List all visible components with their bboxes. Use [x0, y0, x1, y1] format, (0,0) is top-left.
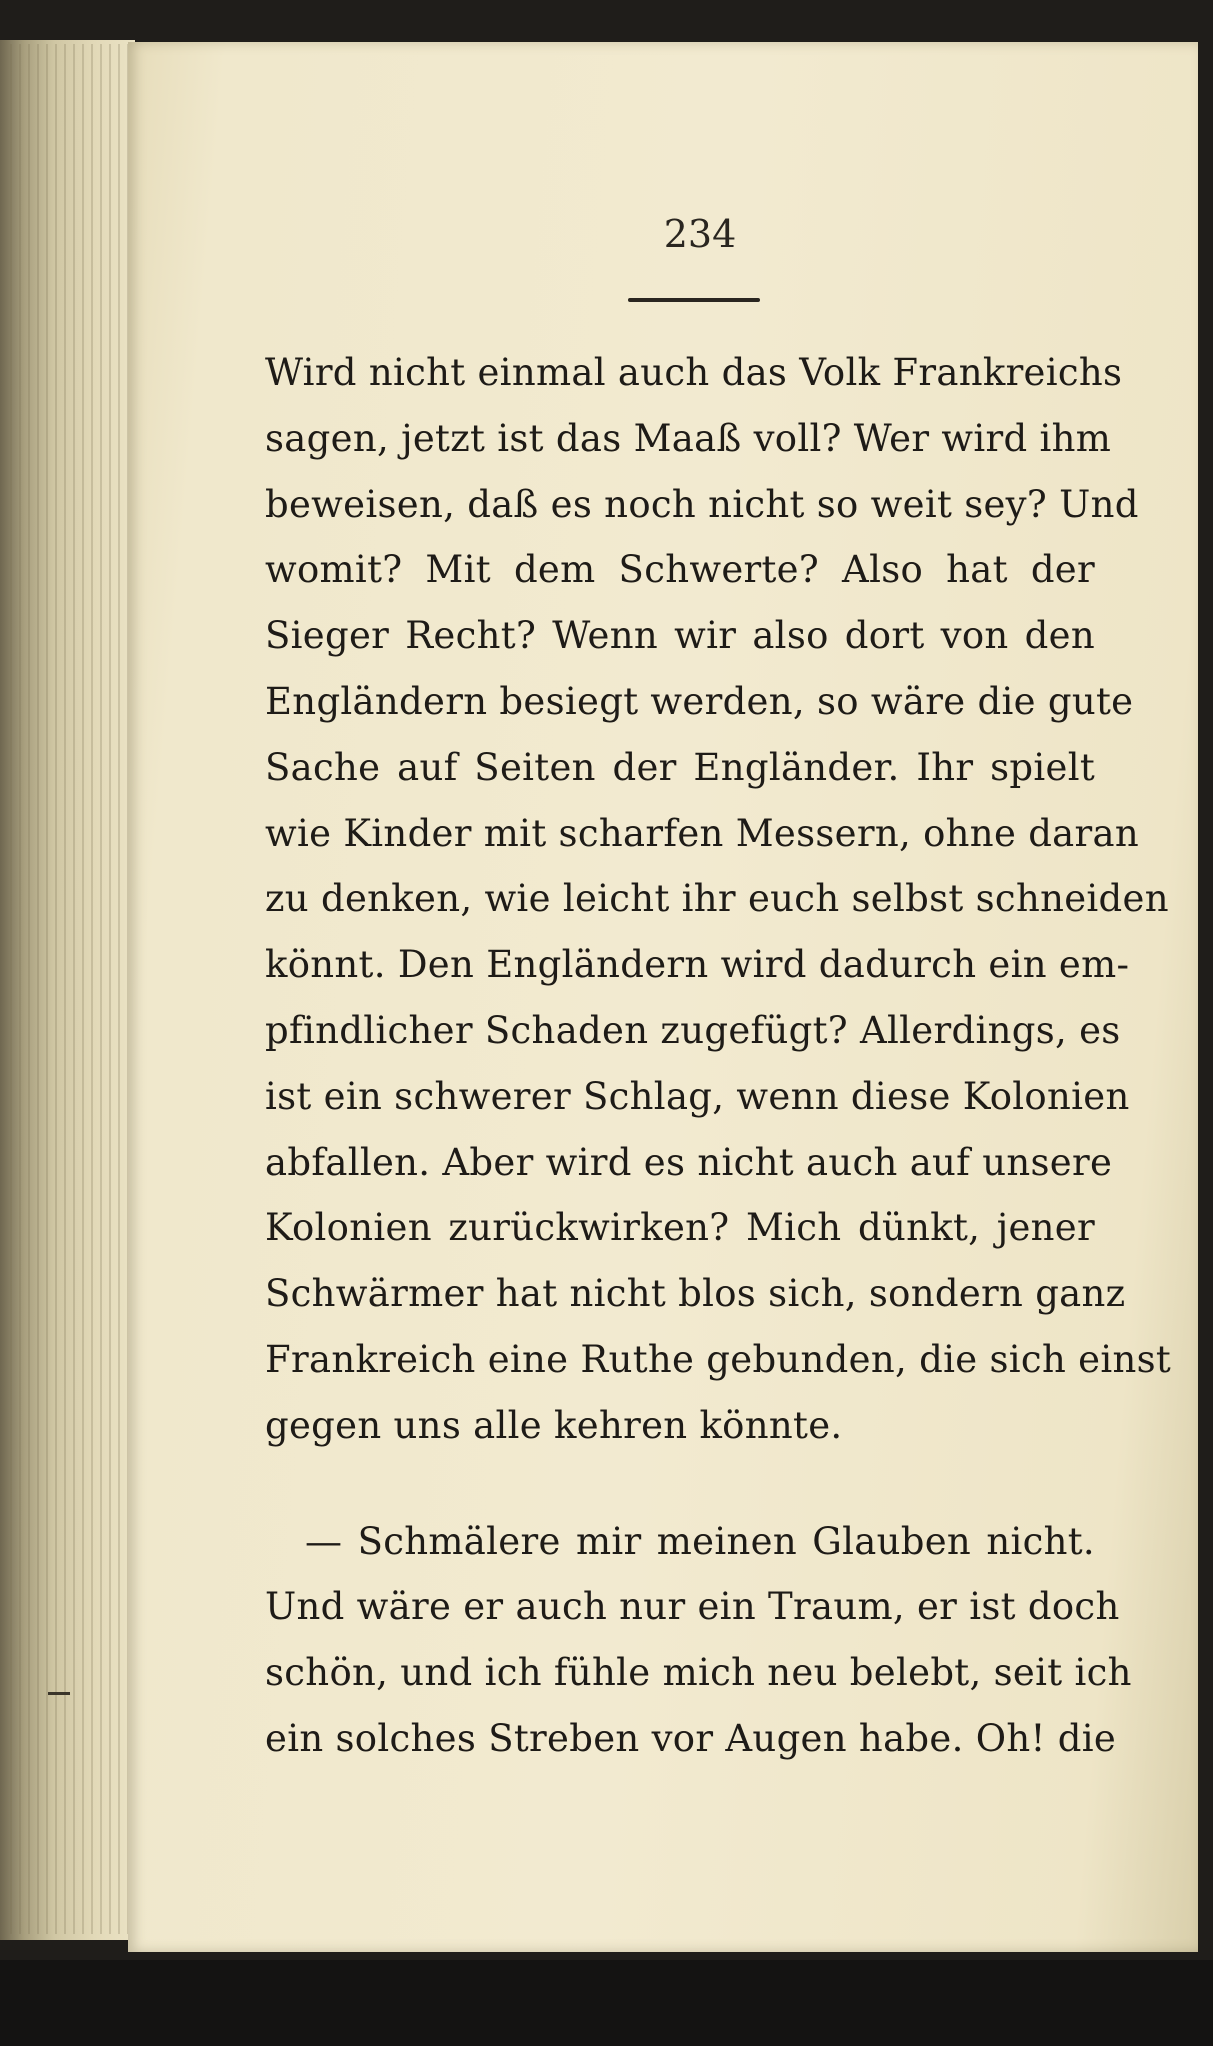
text-line: schön, und ich fühle mich neu belebt, seit ich: [265, 1651, 1132, 1695]
text-line: könnt. Den Engländern wird dadurch ein em-: [265, 943, 1130, 987]
text-line: beweisen, daß es noch nicht so weit sey? Und: [265, 482, 1139, 526]
text-line: Schwärmer hat nicht blos sich, sondern ganz: [265, 1272, 1126, 1316]
header-rule: [628, 298, 760, 302]
text-line: Engländern besiegt werden, so wäre die gute: [265, 679, 1134, 723]
paragraph-1: [265, 340, 1172, 1459]
text-line: sagen, jetzt ist das Maaß voll? Wer wird ihm: [265, 416, 1112, 460]
text-line: Kolonien zurückwirken? Mich dünkt, jener: [265, 1206, 1095, 1250]
body-text: [265, 340, 1172, 1772]
page-stack-lines: [10, 44, 135, 1934]
text-line: Und wäre er auch nur ein Traum, er ist doch: [265, 1585, 1120, 1629]
background-dark-band: [0, 1960, 1213, 2046]
text-line: abfallen. Aber wird es nicht auch auf unsere: [265, 1140, 1113, 1184]
paragraph-2: [265, 1509, 1132, 1772]
text-line: Sieger Recht? Wenn wir also dort von den: [265, 614, 1095, 658]
text-line: womit? Mit dem Schwerte? Also hat der: [265, 548, 1095, 592]
text-line: Frankreich eine Ruthe gebunden, die sich einst: [265, 1337, 1172, 1381]
text-line: wie Kinder mit scharfen Messern, ohne daran: [265, 811, 1140, 855]
text-line: gegen uns alle kehren könnte.: [265, 1403, 843, 1447]
text-line: pfindlicher Schaden zugefügt? Allerdings, es: [265, 1008, 1121, 1052]
margin-mark: [48, 1692, 70, 1695]
paragraph-gap: [265, 1459, 1095, 1509]
text-line: Wird nicht einmal auch das Volk Frankreichs: [265, 351, 1123, 394]
page-number: 234: [663, 212, 737, 256]
text-line: ist ein schwerer Schlag, wenn diese Kolonien: [265, 1074, 1130, 1118]
text-line: — Schmälere mir meinen Glauben nicht.: [305, 1519, 1095, 1563]
text-line: zu denken, wie leicht ihr euch selbst schneiden: [265, 877, 1169, 921]
text-line: ein solches Streben vor Augen habe. Oh! die: [265, 1716, 1117, 1760]
text-line: Sache auf Seiten der Engländer. Ihr spielt: [265, 745, 1095, 789]
